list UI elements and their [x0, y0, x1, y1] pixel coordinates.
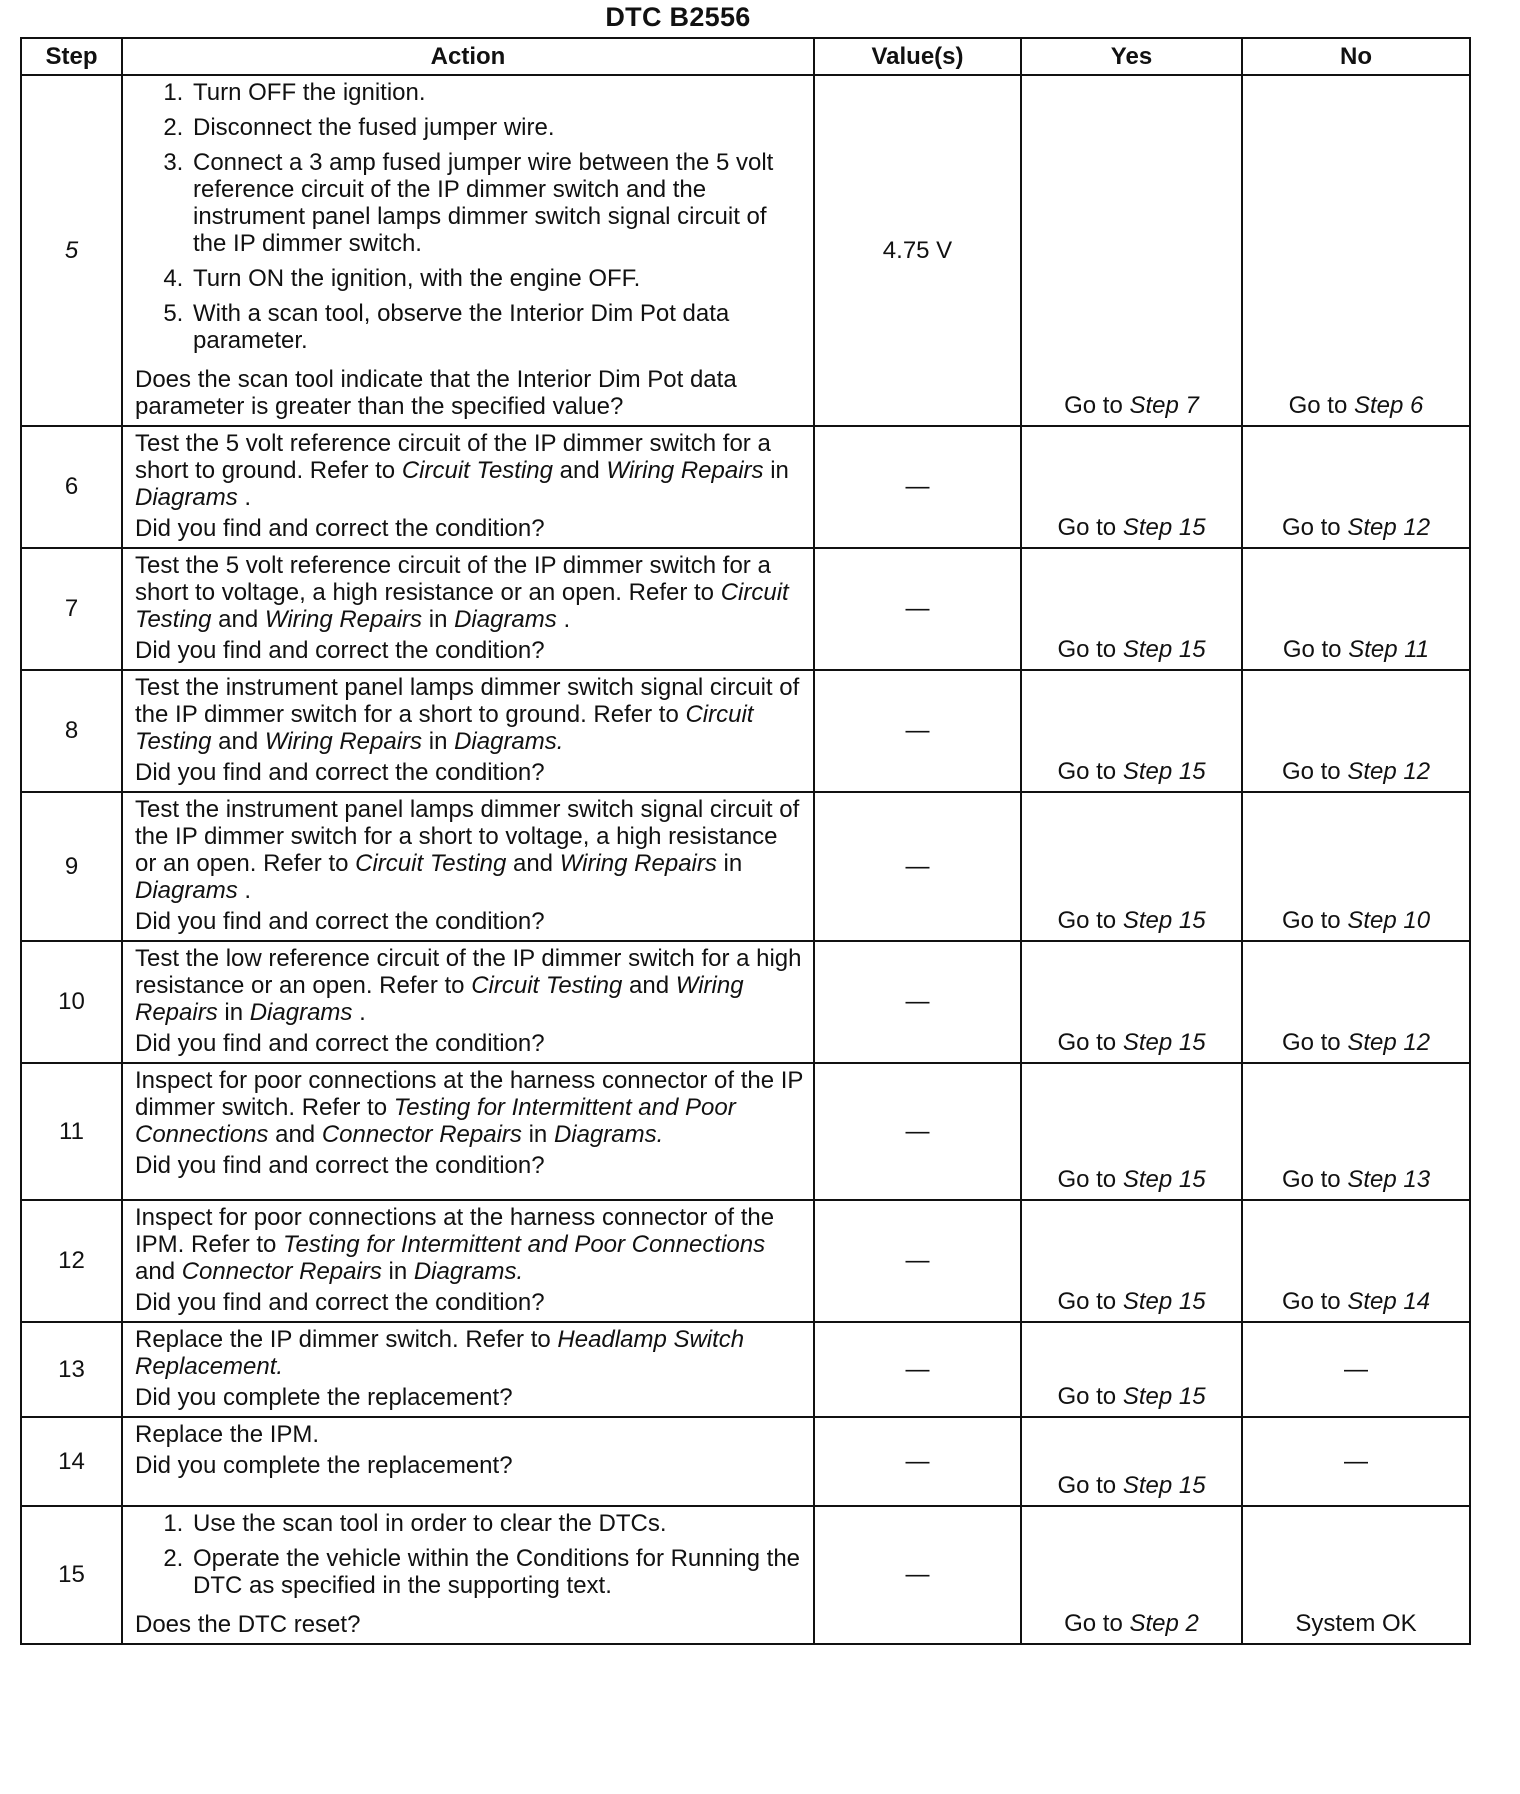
header-yes: Yes — [1021, 38, 1242, 75]
yes-cell: Go to Step 2 — [1021, 1506, 1242, 1644]
yes-cell: Go to Step 15 — [1021, 670, 1242, 792]
value-cell: 4.75 V — [814, 75, 1021, 426]
value-cell: — — [814, 670, 1021, 792]
value-cell: — — [814, 1063, 1021, 1200]
no-cell: Go to Step 12 — [1242, 426, 1470, 548]
table-row-step-9 — [21, 792, 1470, 941]
question: Did you complete the replacement? — [135, 1452, 513, 1479]
step-number: 7 — [21, 548, 122, 670]
step-link[interactable]: Step 15 — [1122, 636, 1206, 663]
step-link[interactable]: Step 14 — [1347, 1288, 1431, 1315]
no-cell: — — [1242, 1322, 1470, 1417]
step-link[interactable]: Step 13 — [1347, 1166, 1431, 1193]
action-cell — [122, 1200, 814, 1322]
step-number: 12 — [21, 1200, 122, 1322]
step-link[interactable]: Step 2 — [1129, 1610, 1199, 1637]
yes-cell: Go to Step 15 — [1021, 1322, 1242, 1417]
instruction-item: 5. With a scan tool, observe the Interior Dim Pot data parameter. — [190, 300, 805, 354]
value-cell: — — [814, 792, 1021, 941]
value-cell: — — [814, 1417, 1021, 1506]
table-row-step-7 — [21, 548, 1470, 670]
question: Does the scan tool indicate that the Interior Dim Pot data parameter is greater than the specified value? — [135, 366, 737, 420]
table-row-step-15 — [21, 1506, 1470, 1644]
step-link[interactable]: Step 15 — [1122, 1029, 1206, 1056]
action-description: Test the instrument panel lamps dimmer switch signal circuit of the IP dimmer switch for a short to ground. Refer to Circuit Testing and Wiring Repairs in Diagrams. — [135, 674, 800, 755]
instruction-item: 3. Connect a 3 amp fused jumper wire between the 5 volt reference circuit of the IP dimmer switch and the instrument panel lamps dimmer switch signal circuit of the IP dimmer switch. — [190, 149, 805, 257]
step-link[interactable]: Step 12 — [1347, 514, 1431, 541]
table-row-step-6 — [21, 426, 1470, 548]
action-description: Test the 5 volt reference circuit of the IP dimmer switch for a short to voltage, a high resistance or an open. Refer to Circuit Testing and Wiring Repairs in Diagrams . — [135, 552, 789, 633]
question: Does the DTC reset? — [135, 1611, 361, 1638]
step-link[interactable]: Step 15 — [1122, 758, 1206, 785]
table-row-step-10 — [21, 941, 1470, 1063]
value-cell: — — [814, 1506, 1021, 1644]
no-cell: — — [1242, 1417, 1470, 1506]
step-number: 9 — [21, 792, 122, 941]
action-cell — [122, 1506, 814, 1644]
page-title: DTC B2556 — [605, 2, 751, 32]
no-cell: Go to Step 12 — [1242, 670, 1470, 792]
value-cell: — — [814, 1200, 1021, 1322]
action-description: Test the 5 volt reference circuit of the IP dimmer switch for a short to ground. Refer to Circuit Testing and Wiring Repairs in Diagrams . — [135, 430, 789, 511]
yes-cell: Go to Step 15 — [1021, 548, 1242, 670]
instruction-item: 2. Disconnect the fused jumper wire. — [190, 114, 805, 141]
yes-cell: Go to Step 15 — [1021, 426, 1242, 548]
step-link[interactable]: Step 15 — [1122, 1288, 1206, 1315]
step-number: 6 — [21, 426, 122, 548]
step-number: 14 — [21, 1417, 122, 1506]
step-number: 8 — [21, 670, 122, 792]
header-row — [21, 38, 1470, 75]
action-cell — [122, 426, 814, 548]
step-number: 11 — [21, 1063, 122, 1200]
value-cell: — — [814, 1322, 1021, 1417]
yes-cell: Go to Step 7 — [1021, 75, 1242, 426]
action-cell — [122, 75, 814, 426]
header-no: No — [1242, 38, 1470, 75]
value-cell: — — [814, 426, 1021, 548]
step-link[interactable]: Step 12 — [1347, 1029, 1431, 1056]
question: Did you find and correct the condition? — [135, 1289, 545, 1316]
question: Did you find and correct the condition? — [135, 1030, 545, 1057]
no-cell: Go to Step 14 — [1242, 1200, 1470, 1322]
step-link[interactable]: Step 6 — [1353, 392, 1424, 419]
step-number: 15 — [21, 1506, 122, 1644]
action-cell — [122, 792, 814, 941]
question: Did you find and correct the condition? — [135, 515, 545, 542]
yes-cell: Go to Step 15 — [1021, 1063, 1242, 1200]
step-number: 10 — [21, 941, 122, 1063]
question: Did you find and correct the condition? — [135, 1152, 545, 1179]
yes-cell: Go to Step 15 — [1021, 792, 1242, 941]
header-action: Action — [122, 38, 814, 75]
yes-cell: Go to Step 15 — [1021, 1200, 1242, 1322]
question: Did you complete the replacement? — [135, 1384, 513, 1411]
no-cell: System OK — [1242, 1506, 1470, 1644]
action-description: Replace the IPM. — [135, 1421, 320, 1448]
action-description: Test the low reference circuit of the IP dimmer switch for a high resistance or an open. Refer to Circuit Testing and Wiring Repairs in Diagrams . — [135, 945, 802, 1026]
step-link[interactable]: Step 15 — [1122, 907, 1206, 934]
step-number: 13 — [21, 1322, 122, 1417]
table-row-step-8 — [21, 670, 1470, 792]
step-link[interactable]: Step 15 — [1122, 1383, 1206, 1410]
action-cell — [122, 941, 814, 1063]
step-link[interactable]: Step 10 — [1347, 907, 1431, 934]
instruction-item: 2. Operate the vehicle within the Conditions for Running the DTC as specified in the supporting text. — [190, 1545, 805, 1599]
table-row-step-12 — [21, 1200, 1470, 1322]
action-cell — [122, 548, 814, 670]
no-cell: Go to Step 6 — [1242, 75, 1470, 426]
instruction-item: 1. Turn OFF the ignition. — [190, 79, 805, 106]
no-cell: Go to Step 11 — [1242, 548, 1470, 670]
step-link[interactable]: Step 11 — [1348, 636, 1430, 663]
no-cell: Go to Step 10 — [1242, 792, 1470, 941]
question: Did you find and correct the condition? — [135, 759, 545, 786]
action-description: Replace the IP dimmer switch. Refer to Headlamp Switch Replacement. — [135, 1326, 745, 1380]
no-cell: Go to Step 12 — [1242, 941, 1470, 1063]
no-cell: Go to Step 13 — [1242, 1063, 1470, 1200]
action-description: Inspect for poor connections at the harness connector of the IP dimmer switch. Refer to Testing for Intermittent and Poor Connections and Connector Repairs in Diagrams. — [135, 1067, 803, 1148]
step-number: 5 — [21, 75, 122, 426]
action-description: Test the instrument panel lamps dimmer switch signal circuit of the IP dimmer switch for a short to voltage, a high resistance or an open. Refer to Circuit Testing and Wiring Repairs in Diagrams . — [135, 796, 800, 904]
header-step: Step — [21, 38, 122, 75]
yes-cell: Go to Step 15 — [1021, 941, 1242, 1063]
header-values: Value(s) — [814, 38, 1021, 75]
instruction-item: 4. Turn ON the ignition, with the engine OFF. — [190, 265, 805, 292]
step-link[interactable]: Step 15 — [1122, 514, 1206, 541]
table-row-step-14 — [21, 1417, 1470, 1506]
question: Did you find and correct the condition? — [135, 908, 545, 935]
action-cell — [122, 1417, 814, 1506]
action-cell — [122, 670, 814, 792]
table-row-step-5 — [21, 75, 1470, 426]
step-link[interactable]: Step 15 — [1122, 1166, 1206, 1193]
step-link[interactable]: Step 15 — [1122, 1472, 1206, 1499]
step-link[interactable]: Step 12 — [1347, 758, 1431, 785]
step-link[interactable]: Step 7 — [1129, 392, 1199, 419]
action-cell — [122, 1063, 814, 1200]
action-description: Inspect for poor connections at the harness connector of the IPM. Refer to Testing for Intermittent and Poor Connections and Connector Repairs in Diagrams. — [135, 1204, 775, 1285]
diagnostic-table — [20, 37, 1471, 1645]
value-cell: — — [814, 941, 1021, 1063]
action-cell — [122, 1322, 814, 1417]
table-row-step-11 — [21, 1063, 1470, 1200]
question: Did you find and correct the condition? — [135, 637, 545, 664]
instruction-item: 1. Use the scan tool in order to clear the DTCs. — [190, 1510, 805, 1537]
value-cell: — — [814, 548, 1021, 670]
yes-cell: Go to Step 15 — [1021, 1417, 1242, 1506]
table-row-step-13 — [21, 1322, 1470, 1417]
